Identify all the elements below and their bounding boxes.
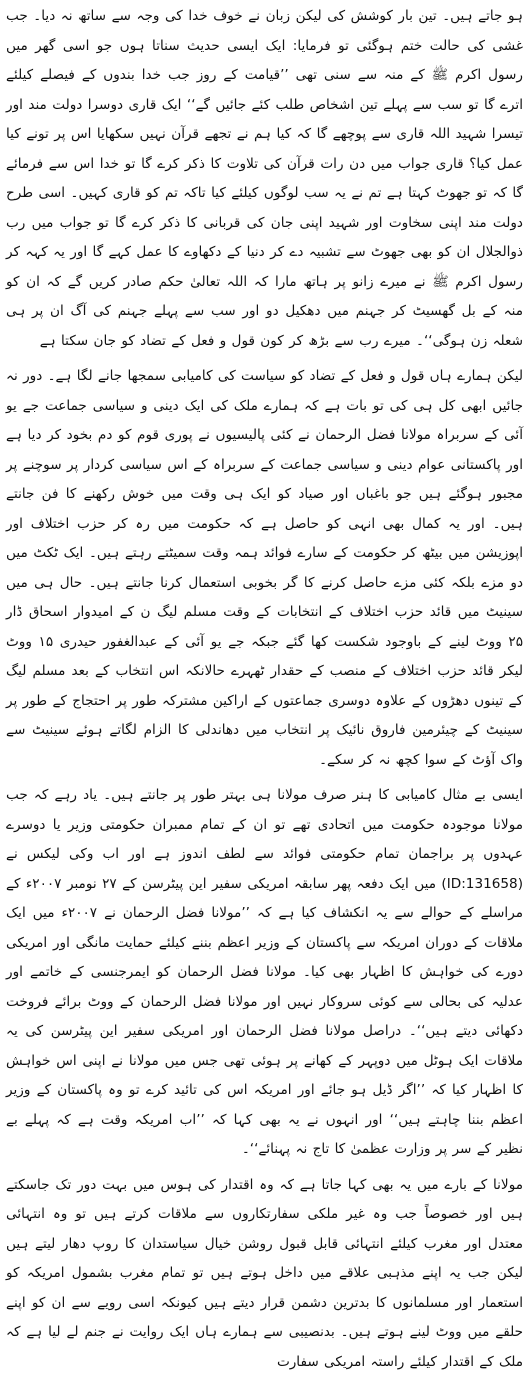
article-paragraph-1: ہو جاتے ہیں۔ تین بار کوشش کی لیکن زبان نے خوف خدا کی وجہ سے ساتھ نہ دیا۔ جب غشی کی حالت ختم ہوگئی تو فرمایا: ایک ایسی حدیث سناتا ہوں جو اسی گھر میں رسول اکرم ﷺ کے منہ سے سنی تھی ’’قیامت کے روز جب خدا بندوں کے فیصلے کیلئے اترے گا تو سب سے پہلے تین اشخاص طلب کئے جائیں گے‘‘ ایک قاری دوسرا دولت مند اور تیسرا شہید اللہ قاری سے پوچھے گا کہ کیا ہم نے تجھے قرآن نہیں سکھایا اس پر تونے کیا عمل کیا؟ قاری جواب میں دن رات قرآن کی تلاوت کا ذکر کرے گا تو خدا اس سے فرمائے گا کہ تو جھوٹ کہتا ہے تم نے یہ سب لوگوں کیلئے کیا تاکہ تم کو قاری کہیں۔ اسی طرح دولت مند اپنی سخاوت اور شہید اپنی جان کی قربانی کا ذکر کرے گا تو جواب میں رب ذوالجلال ان کو بھی جھوٹ سے تشبیہ دے کر دنیا کے دکھاوے کا عمل کہے گا اور یہ کہہ کر رسول اکرم ﷺ نے میرے زانو پر ہاتھ مارا کہ اللہ تعالیٰ حکم صادر کریں گے کہ ان کو منہ کے بل گھسیٹ کر جہنم میں دھکیل دو اور سب سے پہلے جہنم کی آگ ان پر ہی شعلہ زن ہوگی‘‘۔ میرے رب سے بڑھ کر کون قول و فعل کے تضاد کو جان سکتا ہے xyxy=(6,2,523,356)
article-paragraph-2: لیکن ہمارے ہاں قول و فعل کے تضاد کو سیاست کی کامیابی سمجھا جانے لگا ہے۔ دور نہ جائیں ابھی کل ہی کی تو بات ہے کہ ہمارے ملک کی ایک دینی و سیاسی جماعت جے یو آئی کے سربراہ مولانا فضل الرحمان نے کئی پالیسیوں نے پوری قوم کو دم بخود کر دیا ہے اور پاکستانی عوام دینی و سیاسی جماعت کے سربراہ کے اس سیاسی کردار پر سوچنے پر مجبور ہوگئے ہیں جو باغباں اور صیاد کو ایک ہی وقت میں خوش رکھنے کا فن جانتے ہیں۔ اور یہ کمال بھی انہی کو حاصل ہے کہ حکومت میں رہ کر حزب اختلاف اور اپوزیشن میں بیٹھ کر حکومت کے سارے فوائد ہمہ وقت سمیٹتے رہتے ہیں۔ ایک ٹکٹ میں دو مزے بلکہ کئی مزے حاصل کرنے کا گر بخوبی استعمال کرنا جانتے ہیں۔ حال ہی میں سینیٹ میں قائد حزب اختلاف کے انتخابات کے وقت مسلم لیگ ن کے امیدوار اسحاق ڈار ۲۵ ووٹ لینے کے باوجود شکست کھا گئے جبکہ جے یو آئی کے عبدالغفور حیدری ۱۵ ووٹ لیکر قائد حزب اختلاف کے منصب کے حقدار ٹھہرے حالانکہ اس انتخاب کے بعد مسلم لیگ کے تینوں دھڑوں کے علاوہ دوسری جماعتوں کے اراکین مشترکہ طور پر احتجاج کے طور پر سینیٹ کے چیئرمین فاروق نائیک پر انتخاب میں دھاندلی کا الزام لگاتے ہوئے سینیٹ سے واک آؤٹ کے سوا کچھ نہ کر سکے۔ xyxy=(6,362,523,775)
article-paragraph-3: ایسی بے مثال کامیابی کا ہنر صرف مولانا ہی بہتر طور پر جانتے ہیں۔ یاد رہے کہ جب مولانا موجودہ حکومت میں اتحادی تھے تو ان کے تمام ممبران حکومتی وزیر یا دوسرے عہدوں پر براجمان تمام حکومتی فوائد سے لطف اندوز ہے اور اب وکی لیکس نے (ID:131658) میں ایک دفعہ پھر سابقہ امریکی سفیر این پیٹرسن کے ۲۷ نومبر ۲۰۰۷ء کے مراسلے کے حوالے سے یہ انکشاف کیا ہے کہ ’’مولانا فضل الرحمان نے ۲۰۰۷ء میں ایک ملاقات کے دوران امریکہ سے پاکستان کے وزیر اعظم بننے کیلئے حمایت مانگی اور امریکی دورے کی خواہش کا اظہار بھی کیا۔ مولانا فضل الرحمان کو ایمرجنسی کے خاتمے اور عدلیہ کی بحالی سے کوئی سروکار نہیں اور مولانا فضل الرحمان کے ووٹ برائے فروخت دکھائی دیتے ہیں‘‘۔ دراصل مولانا فضل الرحمان اور امریکی سفیر این پیٹرسن کی یہ ملاقات ایک ہوٹل میں دوپہر کے کھانے پر ہوئی تھی جس میں مولانا نے اپنی اس خواہش کا اظہار کیا کہ ’’اگر ڈیل ہو جائے اور امریکہ اس کی تائید کرے تو وہ پاکستان کے وزیر اعظم بننا چاہتے ہیں‘‘ اور انہوں نے یہ بھی کہا کہ ’’اب امریکہ وقت ہے کہ پہلے بے نظیر کے سر پر وزارت عظمیٰ کا تاج نہ پہنائے‘‘۔ xyxy=(6,781,523,1165)
article-paragraph-4: مولانا کے بارے میں یہ بھی کہا جاتا ہے کہ وہ اقتدار کی ہوس میں بہت دور تک جاسکتے ہیں اور خصوصاً جب وہ غیر ملکی سفارتکاروں سے ملاقات کرتے ہیں تو وہ انتہائی معتدل اور مغرب کیلئے انتہائی قابل قبول روشن خیال سیاستدان کا روپ دھار لیتے ہیں لیکن جب یہ اپنے مذہبی علاقے میں داخل ہوتے ہیں تو تمام مغرب بشمول امریکہ کو استعمار اور مسلمانوں کا بدترین دشمن قرار دیتے ہیں کیونکہ اسی رویے سے ان کو اپنے حلقے میں ووٹ لینے ہوتے ہیں۔ بدنصیبی سے ہمارے ہاں ایک روایت نے جنم لے لیا ہے کہ ملک کے اقتدار کیلئے راستہ امریکی سفارت xyxy=(6,1171,523,1377)
